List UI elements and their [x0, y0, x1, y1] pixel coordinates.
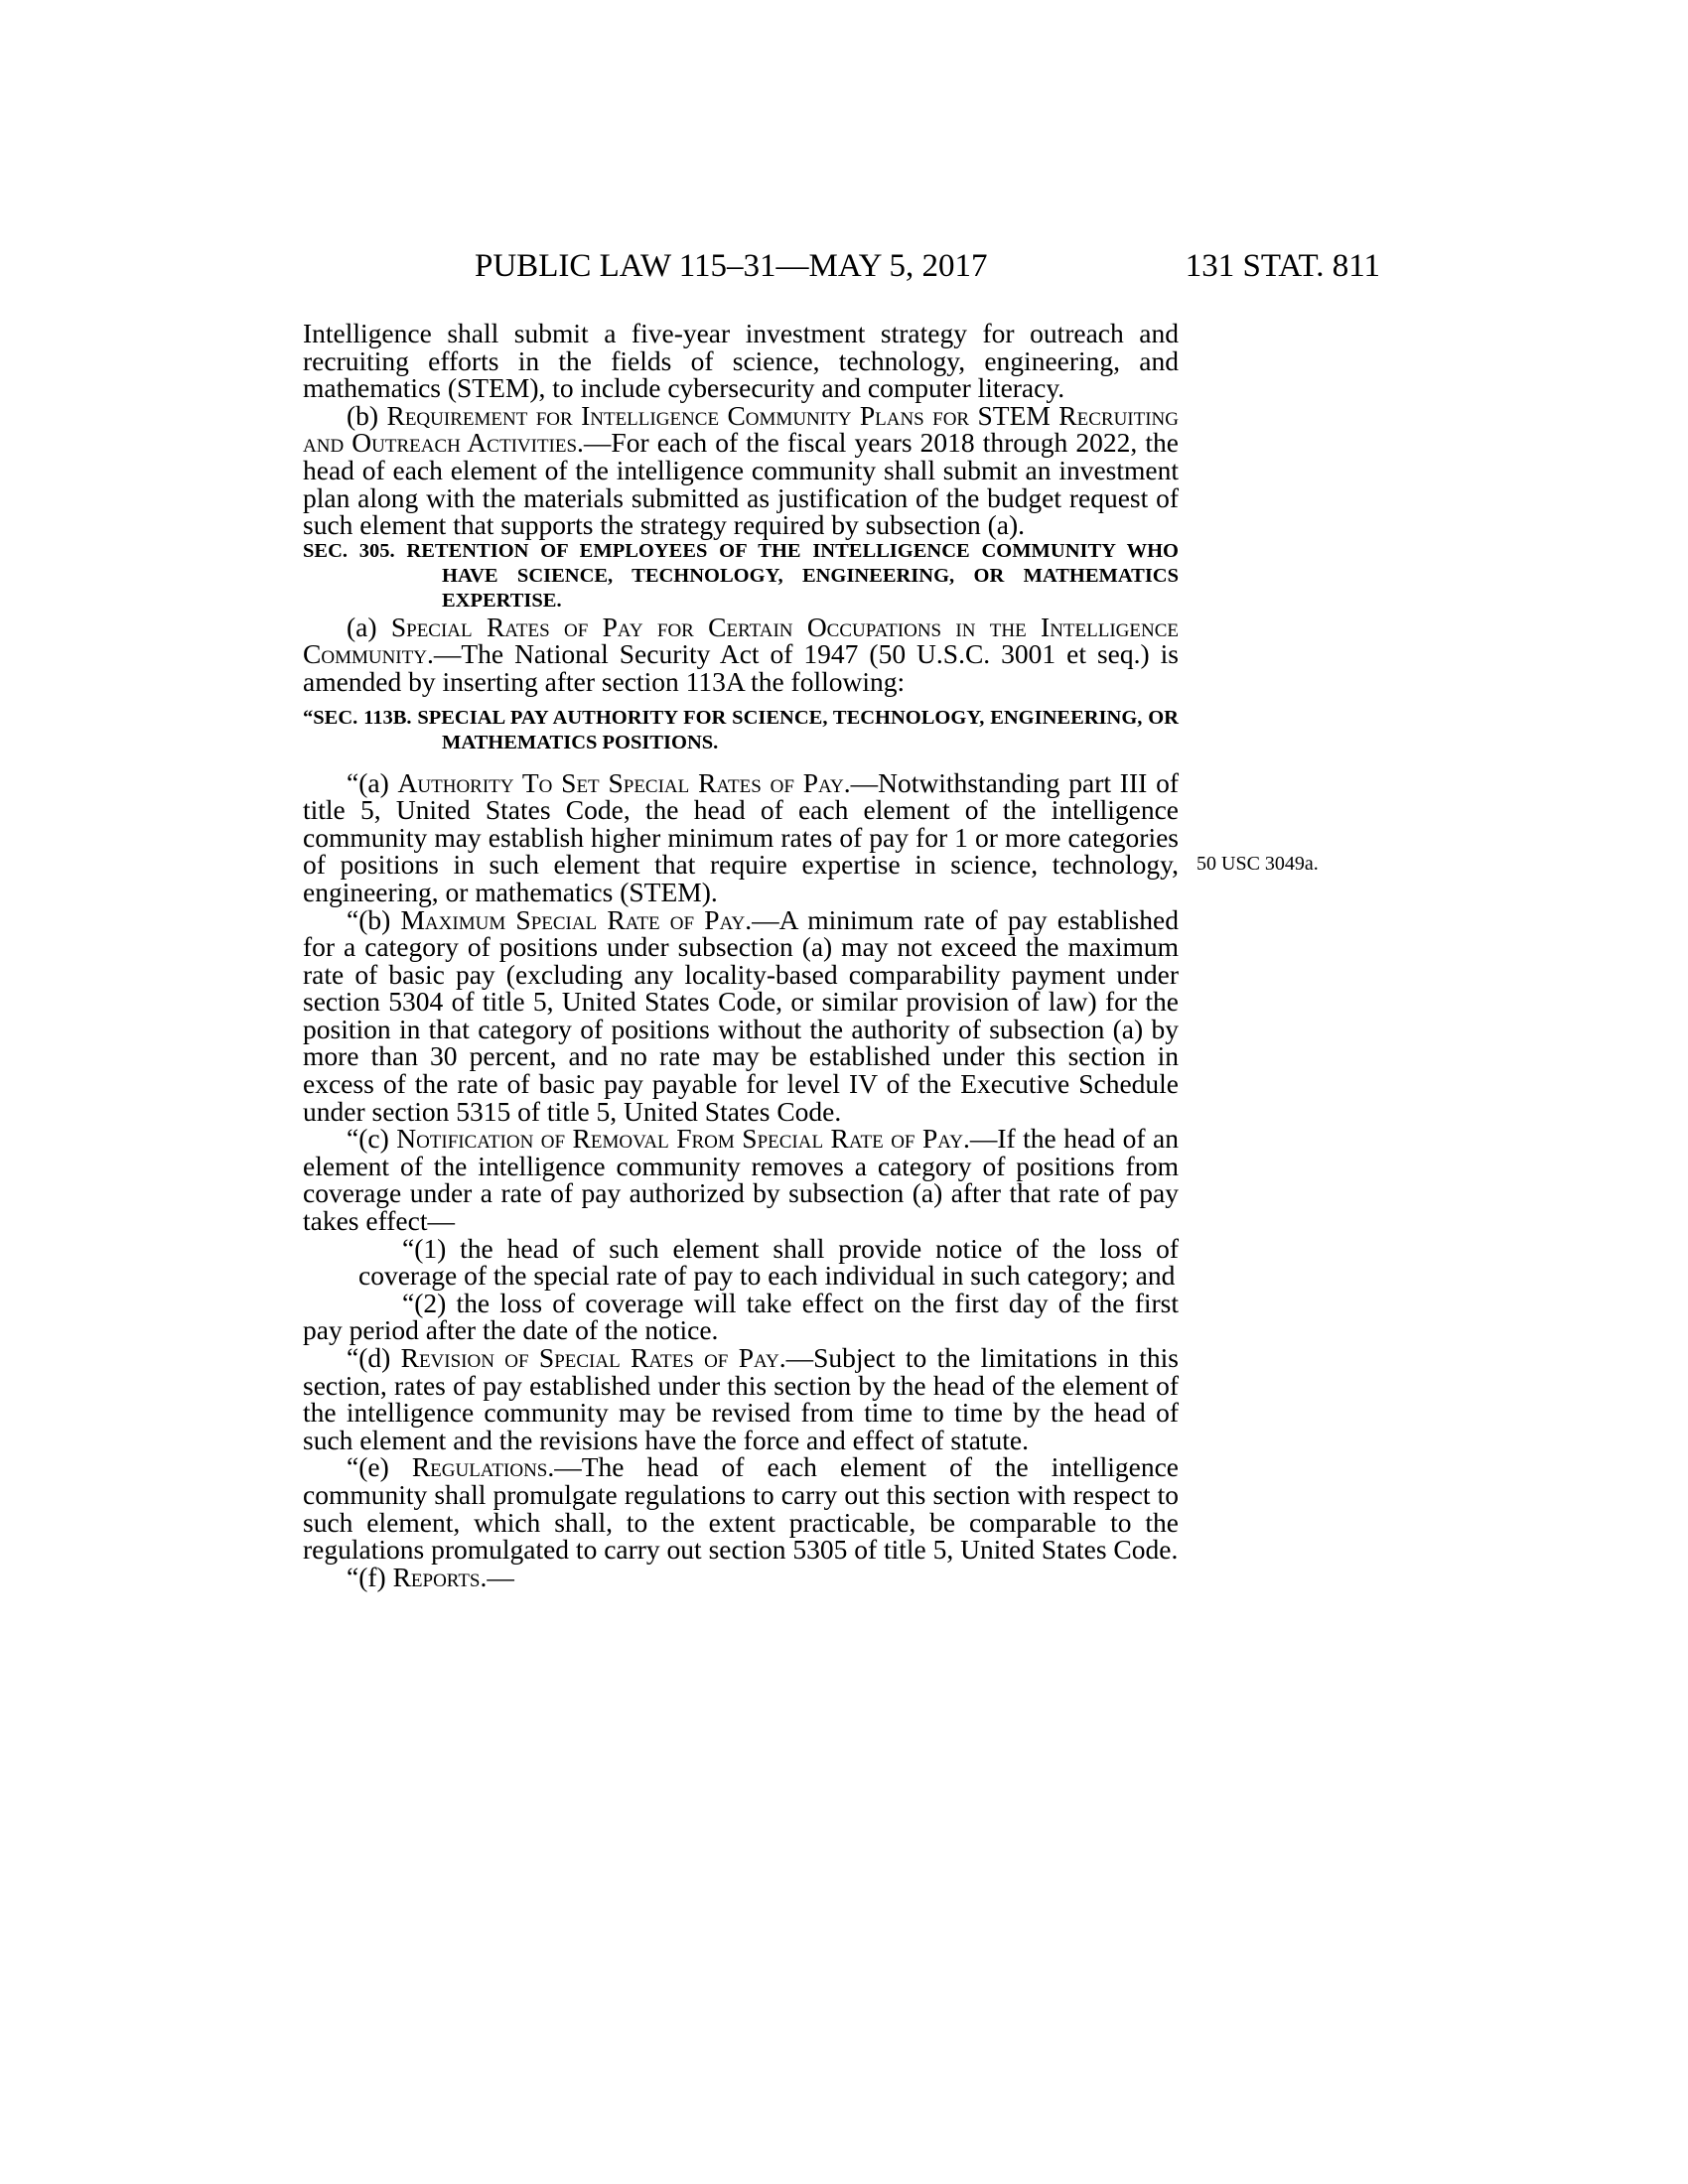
body-text [303, 320, 1179, 1590]
paragraph-lead: “(a) [347, 766, 398, 798]
paragraph-lead: (b) [347, 399, 387, 431]
paragraph-lead: “(b) [347, 903, 401, 935]
paragraph-continued: Intelligence shall submit a five-year investment strategy for outreach and recruiting efforts in the fields of science, technology, engineering, and mathematics (STEM), to include cybersecurity and computer literacy. [303, 318, 1179, 404]
subsection-f [303, 1561, 1179, 1592]
subsection-c-1: “(1) the head of such element shall provide notice of the loss of coverage of the special rate of pay to each individual in such category; and [358, 1232, 1179, 1292]
subsection-e [303, 1451, 1180, 1566]
paragraph-caption: Authority To Set Special Rates of Pay. [397, 766, 851, 798]
paragraph-text: — [487, 1561, 514, 1592]
paragraph-text: —The head of each element of the intelligence community shall promulgate regulations to carry out this section with respect to such element, which shall, to the extent practicable, be comparable to the regulations promulgated to carry out section 5305 of title 5, United States Code. [303, 1451, 1180, 1566]
paragraph-lead: (a) [347, 611, 391, 642]
paragraph-text: —Subject to the limitations in this section, rates of pay established under this section by the head of the element of the intelligence community may be revised from time to time by the head of such element and the revisions have the force and effect of statute. [303, 1342, 1179, 1455]
paragraph-caption: Special Rates of Pay for Certain Occupations in the Intelligence Community. [303, 611, 1179, 670]
paragraph-text: —For each of the fiscal years 2018 through 2022, the head of each element of the intelligence community shall submit an investment plan along with the materials submitted as justification of the budget request of such element that supports the strategy required by subsection (a). [303, 427, 1179, 541]
paragraph-caption: Reports. [392, 1561, 488, 1592]
subsection-d [303, 1344, 1179, 1453]
paragraph-lead: “(d) [347, 1342, 401, 1373]
paragraph-lead: “(c) [347, 1123, 397, 1155]
paragraph-b [303, 399, 1179, 541]
paragraph-a [303, 611, 1179, 697]
subsection-c-2: “(2) the loss of coverage will take effect on the first day of the first pay period after the date of the notice. [303, 1287, 1179, 1346]
paragraph-caption: Regulations. [411, 1451, 555, 1483]
running-title: PUBLIC LAW 115–31—MAY 5, 2017 [475, 248, 988, 284]
section-113b-heading: “SEC. 113B. SPECIAL PAY AUTHORITY FOR SCIENCE, TECHNOLOGY, ENGINEERING, OR MATHEMATICS POSITIONS. [303, 706, 1179, 753]
paragraph-caption: Notification of Removal From Special Rate of Pay. [396, 1123, 970, 1155]
paragraph-text: —A minimum rate of pay established for a category of positions under subsection (a) may not exceed the maximum rate of basic pay (excluding any locality-based comparability payment under section 5304 of title 5, United States Code, or similar provision of law) for the position in that category of positions without the authority of subsection (a) by more than 30 percent, and no rate may be established under this section in excess of the rate of basic pay payable for level IV of the Executive Schedule under section 5315 of title 5, United States Code. [303, 903, 1179, 1127]
section-305-heading: SEC. 305. RETENTION OF EMPLOYEES OF THE INTELLIGENCE COMMUNITY WHO HAVE SCIENCE, TECHNOLOGY, ENGINEERING, OR MATHEMATICS EXPERTISE. [303, 539, 1179, 612]
subsection-b [303, 903, 1179, 1127]
page-header [298, 246, 1380, 296]
margin-citation: 50 USC 3049a. [1196, 853, 1319, 875]
paragraph-lead: “(e) [347, 1451, 412, 1483]
subsection-c [303, 1123, 1179, 1237]
stat-page-number: 131 STAT. 811 [1185, 248, 1380, 284]
paragraph-caption: Maximum Special Rate of Pay. [400, 903, 753, 935]
subsection-a [303, 766, 1179, 907]
paragraph-text: —If the head of an element of the intelligence community removes a category of positions from coverage under a rate of pay authorized by subsection (a) after that rate of pay takes effect— [303, 1123, 1179, 1237]
paragraph-text: —Notwithstanding part III of title 5, United States Code, the head of each element of the intelligence community may establish higher minimum rates of pay for 1 or more categories of positions in such element that require expertise in science, technology, engineering, or mathematics (STEM). [303, 766, 1179, 907]
paragraph-lead: “(f) [347, 1561, 393, 1592]
paragraph-text: —The National Security Act of 1947 (50 U.S.C. 3001 et seq.) is amended by inserting after section 113A the following: [303, 638, 1179, 697]
paragraph-caption: Revision of Special Rates of Pay. [400, 1342, 786, 1373]
paragraph-caption: Requirement for Intelligence Community Plans for STEM Recruiting and Outreach Activities. [303, 399, 1179, 459]
